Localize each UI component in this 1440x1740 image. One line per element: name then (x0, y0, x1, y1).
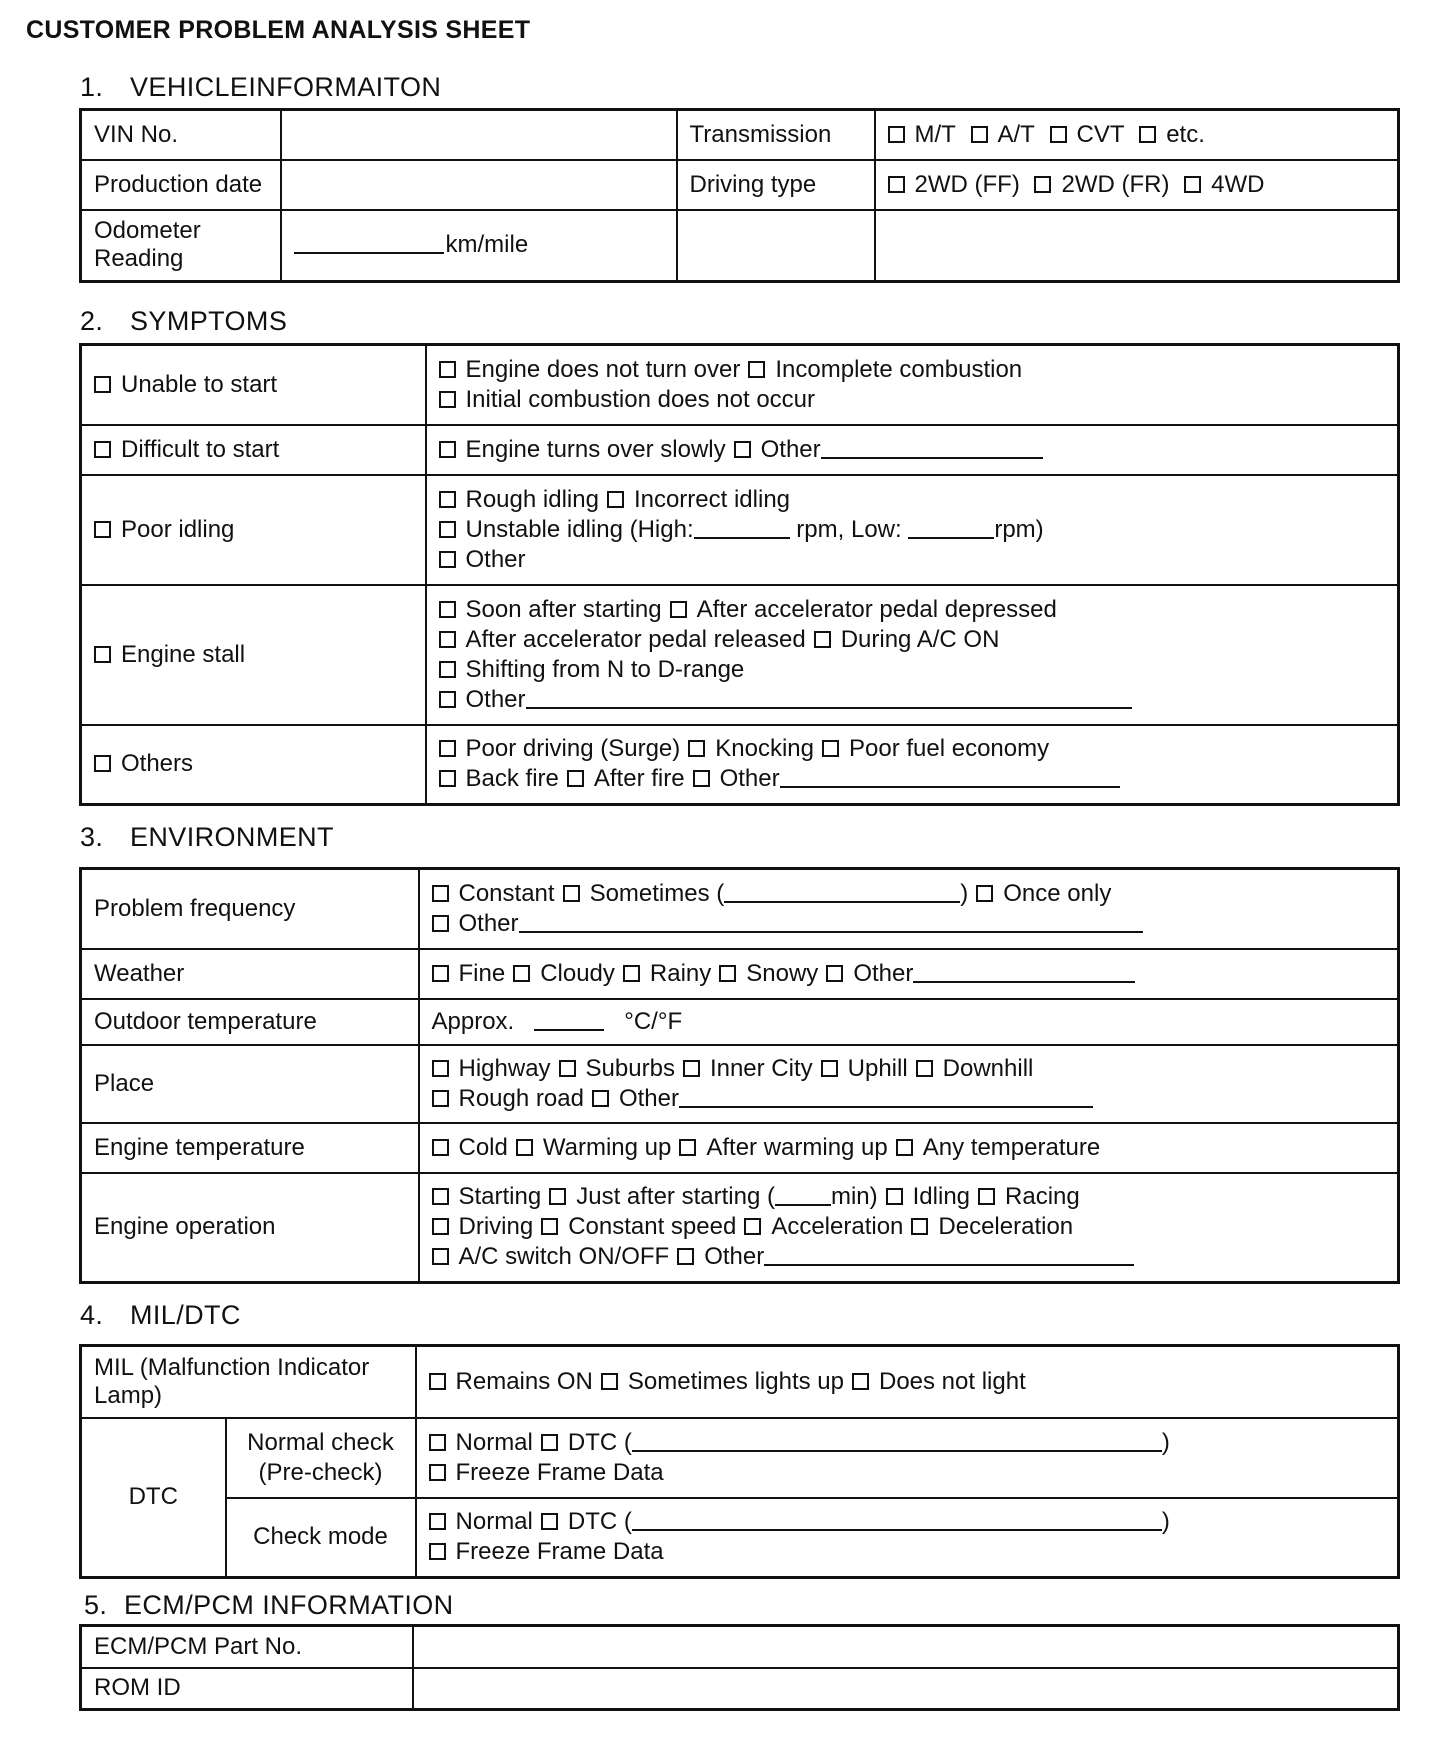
vin-field[interactable] (281, 110, 677, 160)
checkbox[interactable] (439, 521, 456, 538)
option[interactable]: Freeze Frame Data (429, 1459, 664, 1486)
checkbox[interactable] (94, 441, 111, 458)
other-blank[interactable] (679, 1086, 1093, 1108)
checkbox[interactable] (567, 770, 584, 787)
checkbox[interactable] (826, 965, 843, 982)
empty-cell (875, 210, 1399, 282)
checkbox[interactable] (541, 1218, 558, 1235)
checkbox[interactable] (623, 965, 640, 982)
checkbox[interactable] (94, 376, 111, 393)
outdoor-temperature-field: Approx. °C/°F (419, 999, 1399, 1045)
option[interactable]: Constant speed (541, 1213, 736, 1240)
option[interactable]: Sometimes ( ) (563, 880, 969, 907)
dtc-blank[interactable] (632, 1430, 1162, 1452)
checkbox[interactable] (439, 441, 456, 458)
option[interactable]: Other (693, 765, 1120, 792)
checkbox[interactable] (429, 1434, 446, 1451)
option[interactable]: Rough road (432, 1085, 584, 1112)
checkbox[interactable] (744, 1218, 761, 1235)
odometer-blank[interactable] (294, 232, 444, 254)
checkbox[interactable] (916, 1060, 933, 1077)
checkbox[interactable] (683, 1060, 700, 1077)
checkbox[interactable] (670, 601, 687, 618)
empty-cell (677, 210, 875, 282)
minutes-blank[interactable] (775, 1184, 831, 1206)
option[interactable]: Suburbs (559, 1055, 675, 1082)
checkbox[interactable] (432, 1090, 449, 1107)
checkbox[interactable] (94, 646, 111, 663)
engine-stall-option[interactable]: Engine stall (81, 585, 426, 725)
other-blank[interactable] (764, 1244, 1134, 1266)
option[interactable]: Other (439, 546, 526, 573)
option[interactable]: Constant (432, 880, 555, 907)
option[interactable]: Freeze Frame Data (429, 1538, 664, 1565)
option[interactable]: Shifting from N to D-range (439, 656, 745, 683)
checkbox[interactable] (592, 1090, 609, 1107)
engine-stall-details (426, 585, 1399, 725)
checkbox[interactable] (516, 1139, 533, 1156)
driving-4wd-option[interactable]: 4WD (1184, 171, 1264, 198)
option[interactable]: Unstable idling (High: rpm, Low: rpm) (439, 516, 1044, 543)
option[interactable]: Cloudy (513, 960, 615, 987)
other-blank[interactable] (780, 766, 1120, 788)
option[interactable]: Uphill (821, 1055, 908, 1082)
option[interactable]: Idling (886, 1183, 970, 1210)
option[interactable]: Once only (976, 880, 1111, 907)
option[interactable]: Engine does not turn over (439, 356, 741, 383)
option[interactable]: Incomplete combustion (748, 356, 1022, 383)
vin-label: VIN No. (81, 110, 281, 160)
temperature-blank[interactable] (534, 1009, 604, 1031)
option[interactable]: Inner City (683, 1055, 813, 1082)
dtc-blank[interactable] (632, 1509, 1162, 1531)
normal-check-label: Normal check (Pre-check) (226, 1418, 416, 1498)
option[interactable]: Engine turns over slowly (439, 436, 726, 463)
problem-frequency-options (419, 869, 1399, 949)
checkbox[interactable] (429, 1543, 446, 1560)
option[interactable]: Remains ON (429, 1368, 593, 1395)
section-environment-heading: 3. ENVIRONMENT (80, 822, 334, 852)
transmission-cvt-option[interactable]: CVT (1050, 121, 1125, 148)
checkbox[interactable] (601, 1373, 618, 1390)
option[interactable]: Normal (429, 1508, 533, 1535)
option[interactable]: After accelerator pedal released (439, 626, 806, 653)
other-blank[interactable] (913, 961, 1135, 983)
check-mode-label: Check mode (226, 1498, 416, 1578)
checkbox[interactable] (607, 491, 624, 508)
checkbox[interactable] (432, 1188, 449, 1205)
checkbox[interactable] (888, 126, 905, 143)
rom-id-label: ROM ID (81, 1668, 413, 1710)
transmission-at-option[interactable]: A/T (971, 121, 1035, 148)
difficult-to-start-option[interactable]: Difficult to start (81, 425, 426, 475)
checkbox[interactable] (888, 176, 905, 193)
others-details (426, 725, 1399, 805)
option[interactable]: Back fire (439, 765, 559, 792)
checkbox[interactable] (429, 1373, 446, 1390)
checkbox[interactable] (677, 1248, 694, 1265)
checkbox[interactable] (432, 1139, 449, 1156)
checkbox[interactable] (976, 885, 993, 902)
option[interactable]: Incorrect idling (607, 486, 790, 513)
checkbox[interactable] (439, 770, 456, 787)
checkbox[interactable] (432, 1248, 449, 1265)
option[interactable]: Poor driving (Surge) (439, 735, 681, 762)
checkbox[interactable] (734, 441, 751, 458)
checkbox[interactable] (513, 965, 530, 982)
part-number-field[interactable] (413, 1626, 1399, 1668)
checkbox[interactable] (94, 755, 111, 772)
weather-options (419, 949, 1399, 999)
other-blank[interactable] (526, 687, 1132, 709)
driving-2wd-fr-option[interactable]: 2WD (FR) (1034, 171, 1169, 198)
transmission-options (875, 110, 1399, 160)
odometer-field[interactable]: km/mile (281, 210, 677, 282)
option[interactable]: Other (439, 686, 1132, 713)
option[interactable]: Initial combustion does not occur (439, 386, 816, 413)
option[interactable]: Downhill (916, 1055, 1034, 1082)
option[interactable]: Poor fuel economy (822, 735, 1049, 762)
weather-label: Weather (81, 949, 419, 999)
sheet-title: CUSTOMER PROBLEM ANALYSIS SHEET (26, 16, 531, 44)
section-ecm-pcm-heading: 5. ECM/PCM INFORMATION (84, 1590, 454, 1620)
symptoms-table (79, 343, 1400, 806)
checkbox[interactable] (541, 1434, 558, 1451)
checkbox[interactable] (1034, 176, 1051, 193)
option[interactable]: Knocking (688, 735, 814, 762)
option[interactable]: After fire (567, 765, 685, 792)
option[interactable]: Other (826, 960, 1135, 987)
checkbox[interactable] (429, 1513, 446, 1530)
option[interactable]: Cold (432, 1134, 508, 1161)
unable-to-start-details (426, 345, 1399, 425)
checkbox[interactable] (886, 1188, 903, 1205)
option[interactable]: Starting (432, 1183, 542, 1210)
checkbox[interactable] (911, 1218, 928, 1235)
driving-2wd-ff-option[interactable]: 2WD (FF) (888, 171, 1020, 198)
dtc-label: DTC (81, 1418, 226, 1578)
checkbox[interactable] (1050, 126, 1067, 143)
checkbox[interactable] (852, 1373, 869, 1390)
option[interactable]: Does not light (852, 1368, 1026, 1395)
high-rpm-blank[interactable] (694, 517, 790, 539)
vehicle-info-table (79, 108, 1400, 283)
production-date-label: Production date (81, 160, 281, 210)
normal-check-options (416, 1418, 1399, 1498)
environment-table (79, 867, 1400, 1284)
checkbox[interactable] (439, 691, 456, 708)
rom-id-field[interactable] (413, 1668, 1399, 1710)
place-options (419, 1045, 1399, 1123)
checkbox[interactable] (94, 521, 111, 538)
production-date-field[interactable] (281, 160, 677, 210)
checkbox[interactable] (432, 965, 449, 982)
option[interactable]: Highway (432, 1055, 551, 1082)
driving-type-label: Driving type (677, 160, 875, 210)
transmission-label: Transmission (677, 110, 875, 160)
sometimes-blank[interactable] (724, 881, 960, 903)
checkbox[interactable] (432, 1060, 449, 1077)
option[interactable]: Other (432, 910, 1143, 937)
checkbox[interactable] (541, 1513, 558, 1530)
others-option[interactable]: Others (81, 725, 426, 805)
other-blank[interactable] (821, 437, 1043, 459)
checkbox[interactable] (1184, 176, 1201, 193)
ecm-pcm-table (79, 1624, 1400, 1711)
option[interactable]: A/C switch ON/OFF (432, 1243, 670, 1270)
option[interactable]: Sometimes lights up (601, 1368, 844, 1395)
transmission-mt-option[interactable]: M/T (888, 121, 956, 148)
option[interactable]: Driving (432, 1213, 534, 1240)
option[interactable]: After accelerator pedal depressed (670, 596, 1057, 623)
transmission-etc-option[interactable]: etc. (1139, 121, 1205, 148)
option[interactable]: Warming up (516, 1134, 671, 1161)
mil-options (416, 1346, 1399, 1418)
option[interactable]: DTC ( ) (541, 1429, 1170, 1456)
engine-temperature-label: Engine temperature (81, 1123, 419, 1173)
checkbox[interactable] (1139, 126, 1156, 143)
difficult-to-start-details (426, 425, 1399, 475)
low-rpm-blank[interactable] (908, 517, 994, 539)
poor-idling-details (426, 475, 1399, 585)
poor-idling-option[interactable]: Poor idling (81, 475, 426, 585)
checkbox[interactable] (432, 885, 449, 902)
checkbox[interactable] (971, 126, 988, 143)
option[interactable]: During A/C ON (814, 626, 1000, 653)
checkbox[interactable] (549, 1188, 566, 1205)
checkbox[interactable] (719, 965, 736, 982)
option[interactable]: Racing (978, 1183, 1080, 1210)
checkbox[interactable] (693, 770, 710, 787)
checkbox[interactable] (821, 1060, 838, 1077)
checkbox[interactable] (679, 1139, 696, 1156)
checkbox[interactable] (748, 361, 765, 378)
section-vehicle-info-heading: 1. VEHICLEINFORMAITON (80, 72, 442, 102)
checkbox[interactable] (822, 740, 839, 757)
option[interactable]: Other (592, 1085, 1093, 1112)
checkbox[interactable] (896, 1139, 913, 1156)
option[interactable]: Acceleration (744, 1213, 903, 1240)
checkbox[interactable] (439, 491, 456, 508)
checkbox[interactable] (439, 740, 456, 757)
option[interactable]: Snowy (719, 960, 818, 987)
option[interactable]: Soon after starting (439, 596, 662, 623)
checkbox[interactable] (439, 601, 456, 618)
option[interactable]: Just after starting ( min) (549, 1183, 877, 1210)
checkbox[interactable] (432, 915, 449, 932)
checkbox[interactable] (439, 551, 456, 568)
option[interactable]: Any temperature (896, 1134, 1100, 1161)
odometer-label: Odometer Reading (81, 210, 281, 282)
unable-to-start-option[interactable]: Unable to start (81, 345, 426, 425)
option[interactable]: Other (734, 436, 1043, 463)
option[interactable]: Fine (432, 960, 506, 987)
option[interactable]: Other (677, 1243, 1134, 1270)
checkbox[interactable] (429, 1464, 446, 1481)
checkbox[interactable] (432, 1218, 449, 1235)
driving-type-options (875, 160, 1399, 210)
option[interactable]: After warming up (679, 1134, 887, 1161)
checkbox[interactable] (439, 361, 456, 378)
mil-dtc-table (79, 1344, 1400, 1579)
checkbox[interactable] (814, 631, 831, 648)
outdoor-temperature-label: Outdoor temperature (81, 999, 419, 1045)
option[interactable]: DTC ( ) (541, 1508, 1170, 1535)
checkbox[interactable] (439, 661, 456, 678)
part-number-label: ECM/PCM Part No. (81, 1626, 413, 1668)
checkbox[interactable] (559, 1060, 576, 1077)
other-blank[interactable] (519, 911, 1143, 933)
place-label: Place (81, 1045, 419, 1123)
section-symptoms-heading: 2. SYMPTOMS (80, 306, 288, 336)
option[interactable]: Rainy (623, 960, 711, 987)
engine-operation-label: Engine operation (81, 1173, 419, 1283)
checkbox[interactable] (439, 631, 456, 648)
checkbox[interactable] (563, 885, 580, 902)
option[interactable]: Normal (429, 1429, 533, 1456)
problem-frequency-label: Problem frequency (81, 869, 419, 949)
option[interactable]: Deceleration (911, 1213, 1073, 1240)
mil-label: MIL (Malfunction Indicator Lamp) (81, 1346, 416, 1418)
engine-operation-options (419, 1173, 1399, 1283)
check-mode-options (416, 1498, 1399, 1578)
option[interactable]: Rough idling (439, 486, 599, 513)
engine-temperature-options (419, 1123, 1399, 1173)
checkbox[interactable] (688, 740, 705, 757)
checkbox[interactable] (439, 391, 456, 408)
checkbox[interactable] (978, 1188, 995, 1205)
section-mil-dtc-heading: 4. MIL/DTC (80, 1300, 241, 1330)
